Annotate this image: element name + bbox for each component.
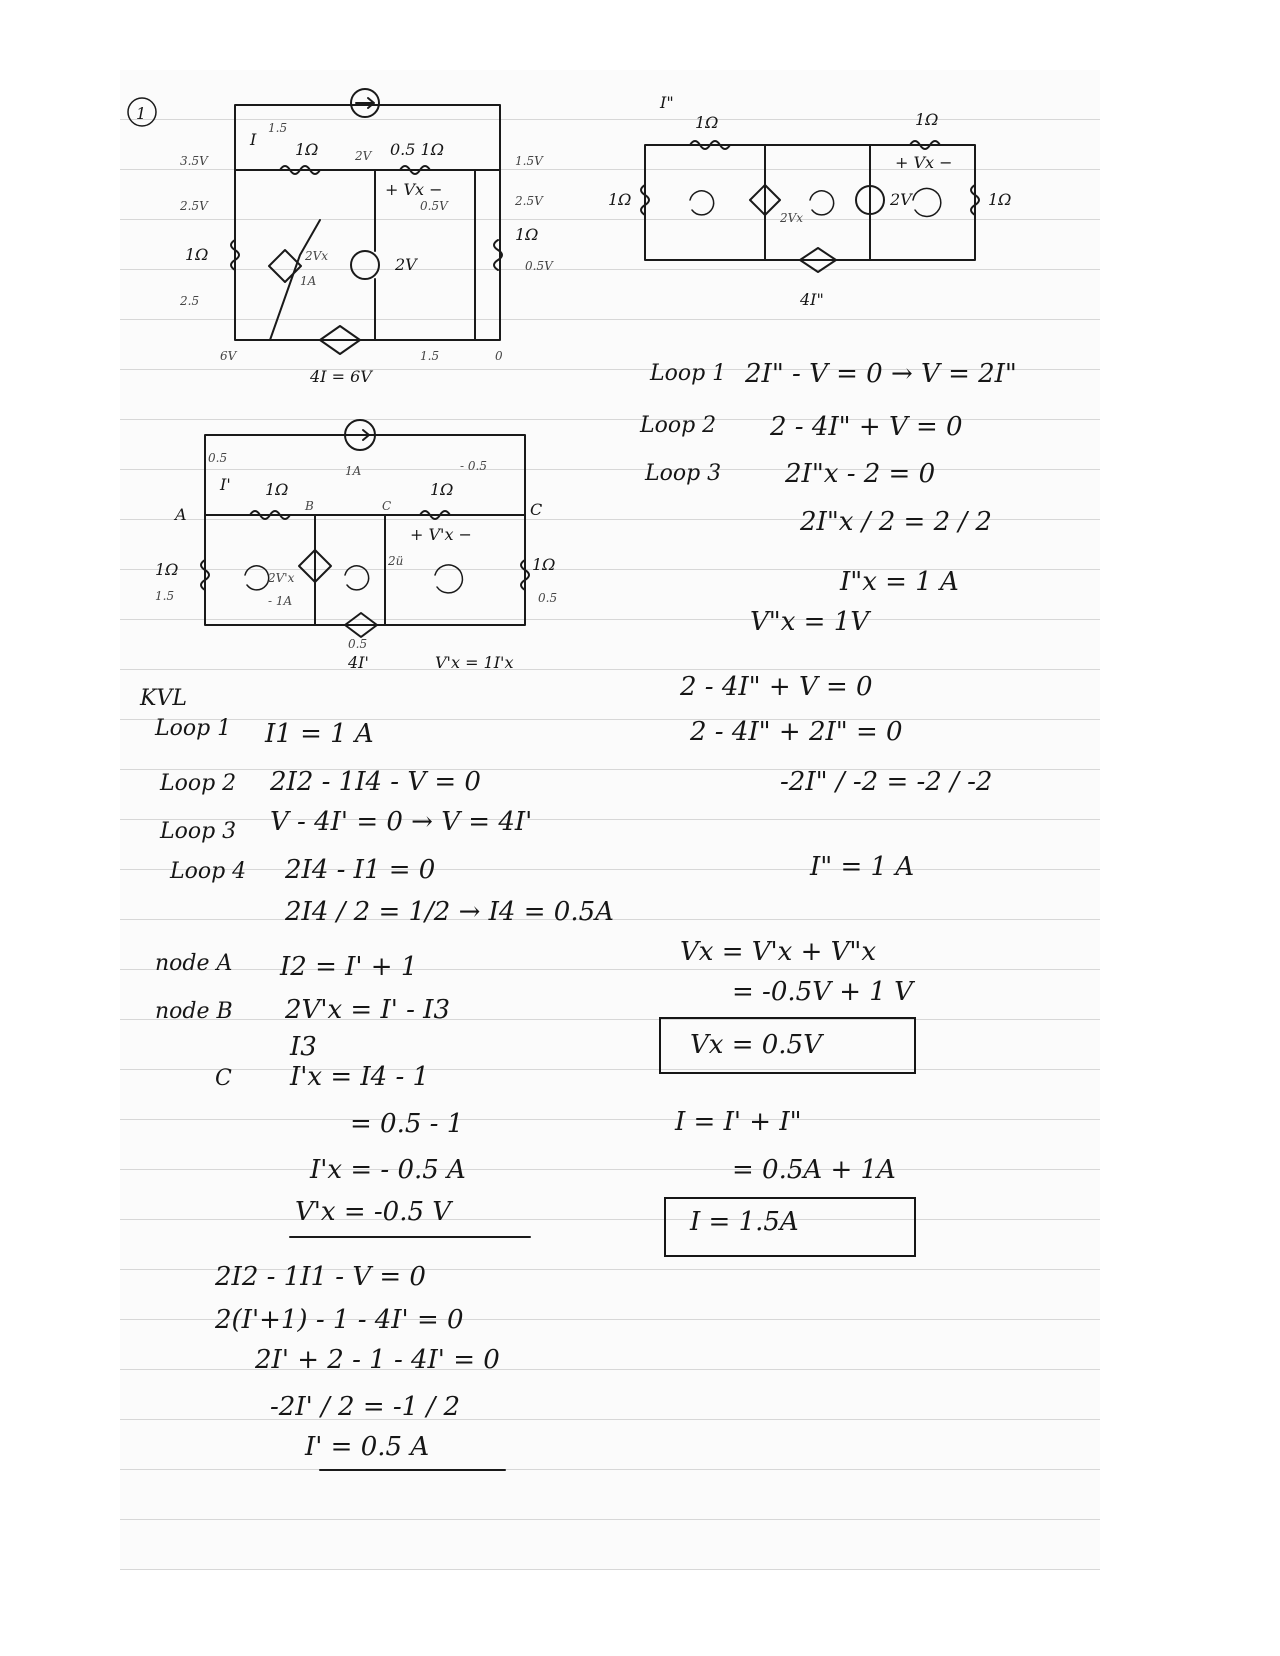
right-line: 2I"x / 2 = 2 / 2: [800, 507, 992, 537]
label-right-mid-v: 2.5V: [515, 194, 543, 208]
label-r-mid-top: 0.5 1Ω: [390, 140, 444, 159]
right-ix-line: = 0.5A + 1A: [732, 1155, 896, 1185]
left-row-eq: 2I4 / 2 = 1/2 → I4 = 0.5A: [285, 897, 614, 927]
label-bottom-mid: 1.5: [420, 349, 440, 363]
left-row-label: node A: [155, 951, 233, 976]
p-r-right: 1Ω: [532, 555, 556, 574]
left-row-eq: 2I4 - I1 = 0: [285, 855, 436, 885]
left-row-eq: I2 = I' + 1: [280, 952, 418, 982]
circuit-prime: [155, 420, 557, 672]
circuit-double: [608, 93, 1011, 309]
p-r1: 1Ω: [265, 480, 289, 499]
left-row-eq: I1 = 1 A: [265, 719, 374, 749]
right-line: 2 - 4I" + 2I" = 0: [690, 717, 903, 747]
left-row-label: Loop 1: [155, 716, 232, 741]
p-r2: 1Ω: [430, 480, 454, 499]
left-row-eq: I'x = I4 - 1: [290, 1062, 430, 1092]
label-bottom-right: 0: [495, 349, 503, 363]
right-loop-eq: 2I" - V = 0 → V = 2I": [745, 359, 1017, 389]
dd-branches: [765, 145, 870, 260]
notebook-page: [120, 70, 1100, 1570]
label-r-left-top: 1Ω: [295, 140, 319, 159]
p-node-c: C: [382, 499, 392, 513]
left-row-label: Loop 2: [160, 771, 237, 796]
d-i-dprime: I": [660, 93, 674, 112]
p-bottom-val: 0.5: [348, 637, 368, 651]
label-dep-src: 2Vx: [305, 249, 329, 263]
right-loop-label: Loop 2: [640, 413, 717, 438]
result-vx: Vx = 0.5V: [690, 1030, 822, 1060]
label-right-low-v: 0.5V: [525, 259, 553, 273]
d-r-right: 1Ω: [988, 190, 1012, 209]
p-r-left: 1Ω: [155, 560, 179, 579]
p-i-prime: I': [220, 475, 231, 494]
left-row-label: C: [215, 1066, 232, 1091]
left-row-eq: 2I2 - 1I4 - V = 0: [270, 767, 481, 797]
kvl-title: KVL: [140, 686, 187, 711]
label-left-mid-v: 2.5V: [180, 199, 208, 213]
label-mid-note: 2V: [355, 149, 372, 163]
label-vx: + Vx −: [385, 180, 443, 199]
right-loop-eq: 2 - 4I" + V = 0: [770, 412, 963, 442]
p-zero-src: 2ü: [388, 554, 404, 568]
p-node-d: C: [530, 500, 543, 519]
dd-loop-3: [913, 188, 941, 216]
left-row-eq: = 0.5 - 1: [350, 1109, 464, 1139]
label-vsrc: 2V: [395, 255, 417, 274]
right-line: -2I" / -2 = -2 / -2: [780, 767, 993, 797]
loop-arrow-1: [245, 566, 269, 590]
p-top-val: 0.5: [208, 451, 228, 465]
dd-loop-1: [690, 191, 714, 215]
p-right-val: 0.5: [538, 591, 558, 605]
right-line: Vx = V'x + V"x: [680, 937, 877, 967]
left-work: [139, 686, 614, 1470]
label-right-top-v: 1.5V: [515, 154, 543, 168]
p-dep-src: 2V'x: [268, 571, 295, 585]
right-loop-eq: 2I"x - 2 = 0: [785, 459, 936, 489]
left-row-eq: V'x = -0.5 V: [295, 1197, 452, 1227]
d-ctrl-src: 4I": [800, 290, 824, 309]
right-line: V"x = 1V: [750, 607, 870, 637]
right-line: I"x = 1 A: [840, 567, 959, 597]
label-i: I: [250, 130, 257, 149]
p-vx: + V'x −: [410, 525, 472, 544]
p-vx-rel: V'x = 1I'x: [435, 653, 514, 672]
d-vsrc: 2V: [890, 190, 912, 209]
left-bottom-line: I' = 0.5 A: [305, 1432, 430, 1462]
right-loop-label: Loop 1: [650, 361, 727, 386]
dd-loop-2: [810, 191, 834, 215]
right-ix-line: I = I' + I": [675, 1107, 802, 1137]
label-i-val: 1.5: [268, 121, 288, 135]
label-vx-small: 0.5V: [420, 199, 448, 213]
p-ctrl-src: 4I': [348, 653, 369, 672]
label-left-low-v: 2.5: [180, 294, 200, 308]
right-work: [639, 359, 1017, 1256]
result-i: I = 1.5A: [690, 1207, 799, 1237]
left-row-label: Loop 4: [170, 859, 247, 884]
p-cur-src: 1A: [345, 464, 362, 478]
vsrc-2v: [351, 251, 379, 279]
d-r-top-right: 1Ω: [915, 110, 939, 129]
left-bottom-line: 2I' + 2 - 1 - 4I' = 0: [255, 1345, 500, 1375]
d-vx: + Vx −: [895, 153, 953, 172]
loop-arrow-2: [345, 566, 369, 590]
d-dep-src: 2Vx: [780, 211, 804, 225]
label-dep-cur: 1A: [300, 274, 317, 288]
d-r-top-left: 1Ω: [695, 113, 719, 132]
handwritten-solution: [120, 70, 1100, 1570]
left-bottom-line: 2(I'+1) - 1 - 4I' = 0: [215, 1305, 464, 1335]
left-row-eq: 2V'x = I' - I3: [285, 995, 450, 1025]
p-node-a: A: [175, 505, 187, 524]
current-source-1a-arrow-icon: [351, 430, 369, 440]
vertical-branches: [315, 515, 385, 625]
right-line: I" = 1 A: [810, 852, 915, 882]
label-bottom-left: 6V: [220, 349, 237, 363]
label-ctrl-src: 4I = 6V: [310, 367, 372, 386]
label-r-right: 1Ω: [515, 225, 539, 244]
left-row-eq: I'x = - 0.5 A: [310, 1155, 466, 1185]
label-left-top-v: 3.5V: [180, 154, 208, 168]
circuit-original: [179, 89, 554, 386]
left-row-eq: V - 4I' = 0 → V = 4I': [270, 807, 533, 837]
current-source-arrow-icon: [356, 98, 374, 108]
problem-number: 1: [136, 104, 147, 123]
loop-arrow-3: [435, 565, 462, 593]
left-row-label: node B: [155, 999, 233, 1024]
p-dep-cur: - 1A: [268, 594, 293, 608]
label-r-left: 1Ω: [185, 245, 209, 264]
right-loop-label: Loop 3: [645, 461, 722, 486]
d-r-left: 1Ω: [608, 190, 632, 209]
p-neg-val: - 0.5: [460, 459, 487, 473]
p-node-b: B: [305, 499, 314, 513]
right-line: = -0.5V + 1 V: [732, 977, 913, 1007]
left-row-eq: I3: [290, 1032, 317, 1062]
left-bottom-line: -2I' / 2 = -1 / 2: [270, 1392, 461, 1422]
p-left-val: 1.5: [155, 589, 175, 603]
left-row-label: Loop 3: [160, 819, 237, 844]
right-line: 2 - 4I" + V = 0: [680, 672, 873, 702]
circuit-original-frame: [235, 105, 500, 340]
left-bottom-line: 2I2 - 1I1 - V = 0: [215, 1262, 426, 1292]
